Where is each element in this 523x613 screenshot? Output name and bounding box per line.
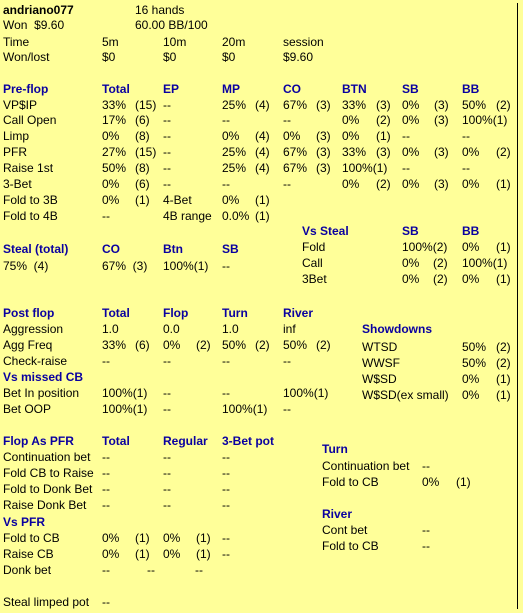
vs-pfr-cell: --	[195, 563, 203, 577]
postflop-cell-value: inf	[283, 322, 296, 336]
preflop-cell-value: 17%	[102, 113, 127, 127]
turn-count: (1)	[456, 475, 471, 489]
value-5m: $0	[102, 50, 116, 64]
right-border	[517, 3, 518, 609]
vs-pfr-cell: 0%	[102, 547, 120, 561]
preflop-cell-value: 0%	[342, 113, 360, 127]
time-label: Time	[3, 35, 30, 49]
vs-pfr-row-label: Fold to CB	[3, 531, 60, 545]
showdown-row-label: WTSD	[362, 340, 398, 354]
postflop-cell-count: (2)	[316, 338, 331, 352]
preflop-col-header: CO	[283, 82, 301, 96]
preflop-cell-value: --	[402, 129, 410, 143]
vs-steal-bb-count: (1)	[496, 272, 511, 286]
preflop-cell-count: (2)	[376, 177, 391, 191]
preflop-cell-value: 0%	[402, 113, 420, 127]
preflop-col-header: EP	[163, 82, 180, 96]
preflop-cell-count: (1)	[255, 209, 270, 223]
preflop-row-label: Fold to 3B	[3, 193, 58, 207]
missed-cb-row-label: Bet OOP	[3, 402, 52, 416]
preflop-cell-count: (4)	[255, 129, 270, 143]
postflop-cell-count: (6)	[135, 338, 150, 352]
postflop-col-total: Total	[102, 306, 130, 320]
postflop-cell-value: 1.0	[102, 322, 119, 336]
flop-pfr-cell: --	[102, 482, 110, 496]
preflop-cell-value: 0%	[222, 129, 240, 143]
postflop-cell-count: (2)	[255, 338, 270, 352]
missed-cb-cell-value: 100%(1)	[222, 402, 268, 416]
preflop-cell-count: (3)	[434, 113, 449, 127]
preflop-cell-count: (3)	[434, 177, 449, 191]
postflop-col-river: River	[283, 306, 314, 320]
preflop-col-header: Total	[102, 82, 130, 96]
vs-pfr-row-label: Raise CB	[3, 547, 54, 561]
preflop-cell-value: --	[163, 98, 171, 112]
flop-pfr-cell: --	[163, 498, 171, 512]
preflop-cell-count: (3)	[316, 98, 331, 112]
vs-steal-sb-value: 100%(2)	[402, 240, 448, 254]
missed-cb-row-label: Bet In position	[3, 386, 80, 400]
preflop-cell-value: 50%	[462, 98, 487, 112]
preflop-cell-value: 25%	[222, 98, 247, 112]
preflop-cell-count: (4)	[255, 98, 270, 112]
preflop-cell-count: (8)	[135, 129, 150, 143]
flop-pfr-cell: --	[102, 450, 110, 464]
preflop-col-header: SB	[402, 82, 419, 96]
preflop-cell-value: 33%	[342, 145, 367, 159]
steal-total-value: 75% (4)	[3, 259, 49, 273]
steal-limped-value: --	[102, 595, 110, 609]
preflop-row-label: PFR	[3, 145, 27, 159]
preflop-cell-value: --	[163, 177, 171, 191]
preflop-cell-value: --	[163, 113, 171, 127]
vs-pfr-cell: --	[222, 531, 230, 545]
showdowns-title: Showdowns	[362, 322, 432, 336]
preflop-cell-count: (2)	[496, 98, 511, 112]
steal-col-co: CO	[102, 242, 120, 256]
steal-col-sb: SB	[222, 242, 239, 256]
preflop-cell-value: --	[462, 129, 470, 143]
vs-steal-row-label: Call	[302, 256, 323, 270]
preflop-cell-count: (3)	[434, 145, 449, 159]
turn-row-label: Continuation bet	[322, 459, 410, 473]
preflop-cell-value: --	[163, 145, 171, 159]
preflop-cell-count: (3)	[376, 145, 391, 159]
period-20m: 20m	[222, 35, 246, 49]
vs-pfr-cell: 0%	[163, 531, 181, 545]
preflop-cell-value: 0%	[402, 98, 420, 112]
postflop-cell-count: (2)	[196, 338, 211, 352]
vs-steal-bb-value: 0%	[462, 240, 480, 254]
preflop-cell-count: (6)	[135, 177, 150, 191]
vs-steal-sb-count: (2)	[433, 272, 448, 286]
preflop-cell-count: (1)	[376, 129, 391, 143]
preflop-cell-value: 0%	[342, 177, 360, 191]
showdown-count: (2)	[496, 356, 511, 370]
period-5m: 5m	[102, 35, 119, 49]
turn-row-label: Fold to CB	[322, 475, 379, 489]
flop-pfr-row-label: Continuation bet	[3, 450, 91, 464]
vs-pfr-cell: 0%	[163, 547, 181, 561]
value-20m: $0	[222, 50, 236, 64]
postflop-title: Post flop	[3, 306, 55, 320]
turn-value: 0%	[422, 475, 440, 489]
vs-steal-title: Vs Steal	[302, 224, 349, 238]
flop-pfr-col-regular: Regular	[163, 434, 208, 448]
preflop-cell-value: 50%	[102, 161, 127, 175]
preflop-cell-count: (3)	[316, 129, 331, 143]
postflop-row-label: Agg Freq	[3, 338, 53, 352]
preflop-cell-value: 100%(1)	[342, 161, 388, 175]
preflop-cell-value: 0%	[402, 177, 420, 191]
postflop-row-label: Check-raise	[3, 354, 68, 368]
preflop-cell-value: 25%	[222, 161, 247, 175]
missed-cb-cell-value: --	[163, 402, 171, 416]
vs-pfr-cell: (1)	[135, 547, 150, 561]
steal-title: Steal (total)	[3, 242, 69, 256]
preflop-cell-count: (15)	[135, 145, 157, 159]
preflop-cell-value: --	[163, 161, 171, 175]
showdown-row-label: W$SD(ex small)	[362, 388, 449, 402]
showdown-value: 0%	[462, 388, 480, 402]
showdown-row-label: W$SD	[362, 372, 397, 386]
preflop-cell-value: --	[163, 129, 171, 143]
missed-cb-cell-value: --	[222, 386, 230, 400]
river-title: River	[322, 507, 353, 521]
vs-steal-sb-value: 0%	[402, 256, 420, 270]
flop-pfr-title: Flop As PFR	[3, 434, 74, 448]
flop-pfr-row-label: Fold to Donk Bet	[3, 482, 93, 496]
vs-steal-sb-value: 0%	[402, 272, 420, 286]
steal-limped-label: Steal limped pot	[3, 595, 90, 609]
preflop-col-header: BB	[462, 82, 480, 96]
showdown-row-label: WWSF	[362, 356, 400, 370]
steal-co-value: 67% (3)	[102, 259, 148, 273]
river-value: --	[422, 523, 430, 537]
flop-pfr-cell: --	[222, 482, 230, 496]
preflop-col-header: BTN	[342, 82, 367, 96]
preflop-row-label: VP$IP	[3, 98, 38, 112]
preflop-cell-count: (8)	[135, 161, 150, 175]
flop-pfr-cell: --	[102, 498, 110, 512]
preflop-cell-value: --	[283, 177, 291, 191]
preflop-col-header: MP	[222, 82, 240, 96]
vs-steal-bb-count: (1)	[496, 240, 511, 254]
preflop-cell-count: (2)	[376, 113, 391, 127]
vs-pfr-cell: (1)	[135, 531, 150, 545]
vs-steal-row-label: Fold	[302, 240, 326, 254]
vs-pfr-cell: (1)	[196, 531, 211, 545]
preflop-row-label: 3-Bet	[3, 177, 32, 191]
player-name: andriano077	[3, 3, 74, 17]
showdown-count: (1)	[496, 388, 511, 402]
preflop-cell-value: 0%	[102, 177, 120, 191]
postflop-cell-value: --	[222, 354, 230, 368]
steal-col-btn: Btn	[163, 242, 183, 256]
preflop-cell-value: 100%(1)	[462, 113, 508, 127]
flop-pfr-cell: --	[163, 466, 171, 480]
preflop-cell-value: --	[222, 177, 230, 191]
flop-pfr-cell: --	[163, 482, 171, 496]
turn-value: --	[422, 459, 430, 473]
missed-cb-cell-value: 100%(1)	[102, 402, 148, 416]
flop-pfr-cell: --	[163, 450, 171, 464]
preflop-cell-count: (3)	[376, 98, 391, 112]
preflop-cell-value: 0%	[102, 129, 120, 143]
showdown-value: 50%	[462, 356, 487, 370]
preflop-cell-value: 67%	[283, 161, 308, 175]
postflop-row-label: Aggression	[3, 322, 64, 336]
missed-cb-cell-value: --	[163, 386, 171, 400]
preflop-cell-value: --	[462, 161, 470, 175]
preflop-cell-value: 0%	[462, 145, 480, 159]
preflop-row-label: Call Open	[3, 113, 57, 127]
vs-pfr-title: Vs PFR	[3, 515, 46, 529]
flop-pfr-row-label: Fold CB to Raise	[3, 466, 94, 480]
preflop-cell-value: 4-Bet	[163, 193, 192, 207]
flop-pfr-cell: --	[222, 450, 230, 464]
preflop-cell-count: (15)	[135, 98, 157, 112]
vs-steal-bb-value: 100%(1)	[462, 256, 508, 270]
steal-sb-value: --	[222, 259, 230, 273]
preflop-title: Pre-flop	[3, 82, 49, 96]
postflop-cell-value: --	[163, 354, 171, 368]
preflop-cell-value: 0%	[342, 129, 360, 143]
value-session: $9.60	[283, 50, 314, 64]
won-amount: Won $9.60	[3, 18, 65, 32]
preflop-cell-value: 0%	[462, 177, 480, 191]
flop-pfr-col-3bet: 3-Bet pot	[222, 434, 274, 448]
turn-title: Turn	[322, 442, 348, 456]
period-10m: 10m	[163, 35, 187, 49]
showdown-count: (1)	[496, 372, 511, 386]
won-lost-label: Won/lost	[3, 50, 50, 64]
flop-pfr-cell: --	[222, 466, 230, 480]
preflop-cell-value: 67%	[283, 145, 308, 159]
vs-steal-col-sb: SB	[402, 224, 419, 238]
preflop-cell-value: --	[283, 113, 291, 127]
preflop-cell-count: (2)	[496, 145, 511, 159]
river-value: --	[422, 539, 430, 553]
vs-pfr-cell: --	[102, 563, 110, 577]
river-row-label: Cont bet	[322, 523, 368, 537]
showdown-value: 50%	[462, 340, 487, 354]
flop-pfr-cell: --	[222, 498, 230, 512]
period-session: session	[283, 35, 324, 49]
showdown-count: (2)	[496, 340, 511, 354]
postflop-cell-value: --	[283, 354, 291, 368]
preflop-cell-count: (3)	[434, 98, 449, 112]
flop-pfr-row-label: Raise Donk Bet	[3, 498, 87, 512]
postflop-cell-value: --	[102, 354, 110, 368]
preflop-cell-value: --	[102, 209, 110, 223]
postflop-cell-value: 0.0	[163, 322, 180, 336]
postflop-col-flop: Flop	[163, 306, 189, 320]
vs-pfr-cell: --	[222, 547, 230, 561]
steal-btn-value: 100%(1)	[163, 259, 209, 273]
preflop-cell-value: 25%	[222, 145, 247, 159]
preflop-cell-count: (3)	[316, 145, 331, 159]
preflop-cell-value: 67%	[283, 98, 308, 112]
showdown-value: 0%	[462, 372, 480, 386]
postflop-cell-value: 33%	[102, 338, 127, 352]
preflop-row-label: Raise 1st	[3, 161, 54, 175]
vs-pfr-cell: --	[147, 563, 155, 577]
preflop-cell-count: (1)	[496, 177, 511, 191]
missed-cb-cell-value: --	[283, 402, 291, 416]
missed-cb-cell-value: 100%(1)	[283, 386, 329, 400]
postflop-col-turn: Turn	[222, 306, 248, 320]
postflop-cell-value: 1.0	[222, 322, 239, 336]
preflop-row-label: Fold to 4B	[3, 209, 58, 223]
vs-steal-bb-value: 0%	[462, 272, 480, 286]
vs-pfr-row-label: Donk bet	[3, 563, 52, 577]
preflop-cell-value: 33%	[102, 98, 127, 112]
preflop-cell-value: 0.0%	[222, 209, 250, 223]
preflop-cell-count: (4)	[255, 145, 270, 159]
river-row-label: Fold to CB	[322, 539, 379, 553]
missed-cb-cell-value: 100%(1)	[102, 386, 148, 400]
missed-cb-title: Vs missed CB	[3, 370, 84, 384]
bb100: 60.00 BB/100	[135, 18, 208, 32]
preflop-cell-count: (3)	[316, 161, 331, 175]
flop-pfr-col-total: Total	[102, 434, 130, 448]
vs-pfr-cell: (1)	[196, 547, 211, 561]
preflop-cell-value: 0%	[222, 193, 240, 207]
preflop-cell-value: 0%	[102, 193, 120, 207]
vs-steal-sb-count: (2)	[433, 256, 448, 270]
hands-count: 16 hands	[135, 3, 185, 17]
preflop-cell-value: --	[222, 113, 230, 127]
vs-pfr-cell: 0%	[102, 531, 120, 545]
preflop-cell-count: (6)	[135, 113, 150, 127]
preflop-row-label: Limp	[3, 129, 30, 143]
postflop-cell-value: 50%	[222, 338, 247, 352]
preflop-cell-value: 33%	[342, 98, 367, 112]
preflop-cell-count: (4)	[255, 161, 270, 175]
value-10m: $0	[163, 50, 177, 64]
preflop-cell-count: (1)	[135, 193, 150, 207]
preflop-cell-value: --	[402, 161, 410, 175]
preflop-cell-value: 27%	[102, 145, 127, 159]
preflop-cell-value: 0%	[283, 129, 301, 143]
vs-steal-row-label: 3Bet	[302, 272, 327, 286]
postflop-cell-value: 0%	[163, 338, 181, 352]
preflop-cell-count: (1)	[255, 193, 270, 207]
vs-steal-col-bb: BB	[462, 224, 480, 238]
preflop-cell-value: 0%	[402, 145, 420, 159]
flop-pfr-cell: --	[102, 466, 110, 480]
preflop-cell-value: 4B range	[163, 209, 212, 223]
postflop-cell-value: 50%	[283, 338, 308, 352]
